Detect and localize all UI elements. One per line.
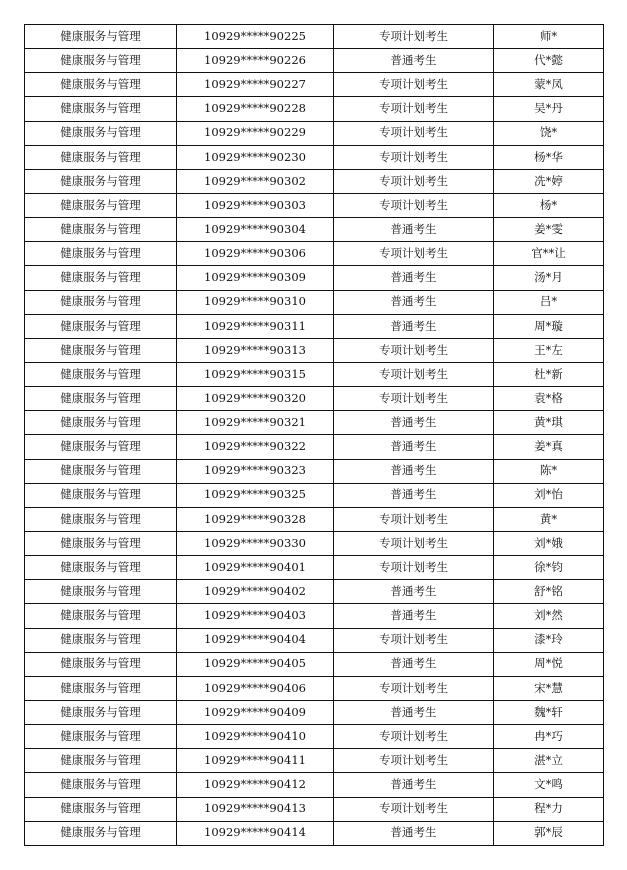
student-name-cell: 漆*玲 [494,628,604,652]
candidate-type-cell: 专项计划考生 [334,749,494,773]
candidate-id-cell: 10929*****90325 [177,483,334,507]
major-cell: 健康服务与管理 [25,338,177,362]
candidate-id-cell: 10929*****90225 [177,25,334,49]
major-cell: 健康服务与管理 [25,387,177,411]
table-row [25,314,604,338]
table-row [25,725,604,749]
major-cell: 健康服务与管理 [25,604,177,628]
table-row [25,507,604,531]
student-name-cell: 周*悦 [494,652,604,676]
student-name-cell: 魏*轩 [494,700,604,724]
student-name-cell: 黄* [494,507,604,531]
major-cell: 健康服务与管理 [25,676,177,700]
student-name-cell: 代*懿 [494,49,604,73]
candidate-type-cell: 专项计划考生 [334,97,494,121]
major-cell: 健康服务与管理 [25,580,177,604]
candidate-type-cell: 普通考生 [334,290,494,314]
major-cell: 健康服务与管理 [25,652,177,676]
table-row [25,580,604,604]
candidate-type-cell: 普通考生 [334,483,494,507]
candidate-id-cell: 10929*****90413 [177,797,334,821]
table-row [25,531,604,555]
major-cell: 健康服务与管理 [25,411,177,435]
candidate-id-cell: 10929*****90321 [177,411,334,435]
table-row [25,145,604,169]
student-name-cell: 刘*怡 [494,483,604,507]
student-name-cell: 陈* [494,459,604,483]
candidate-type-cell: 普通考生 [334,821,494,845]
major-cell: 健康服务与管理 [25,218,177,242]
candidate-id-cell: 10929*****90322 [177,435,334,459]
student-name-cell: 杜*新 [494,362,604,386]
candidate-type-cell: 专项计划考生 [334,531,494,555]
student-name-cell: 姜*雯 [494,218,604,242]
student-name-cell: 吕* [494,290,604,314]
candidate-id-cell: 10929*****90315 [177,362,334,386]
major-cell: 健康服务与管理 [25,700,177,724]
table-row [25,700,604,724]
student-name-cell: 官**让 [494,242,604,266]
candidate-type-cell: 专项计划考生 [334,725,494,749]
candidate-type-cell: 专项计划考生 [334,628,494,652]
table-row [25,628,604,652]
candidate-id-cell: 10929*****90310 [177,290,334,314]
candidate-type-cell: 普通考生 [334,652,494,676]
major-cell: 健康服务与管理 [25,556,177,580]
table-row [25,73,604,97]
table-row [25,193,604,217]
candidate-type-cell: 专项计划考生 [334,387,494,411]
student-name-cell: 刘*然 [494,604,604,628]
student-name-cell: 杨*华 [494,145,604,169]
candidate-id-cell: 10929*****90328 [177,507,334,531]
candidate-type-cell: 普通考生 [334,773,494,797]
table-row [25,749,604,773]
table-row [25,459,604,483]
major-cell: 健康服务与管理 [25,97,177,121]
student-name-cell: 文*鸣 [494,773,604,797]
major-cell: 健康服务与管理 [25,459,177,483]
table-row [25,387,604,411]
candidate-type-cell: 专项计划考生 [334,25,494,49]
candidate-id-cell: 10929*****90229 [177,121,334,145]
major-cell: 健康服务与管理 [25,483,177,507]
student-name-cell: 刘*娥 [494,531,604,555]
candidate-type-cell: 普通考生 [334,700,494,724]
student-name-cell: 袁*格 [494,387,604,411]
candidate-id-cell: 10929*****90227 [177,73,334,97]
candidate-id-cell: 10929*****90323 [177,459,334,483]
table-row [25,121,604,145]
table-row [25,218,604,242]
candidate-id-cell: 10929*****90412 [177,773,334,797]
candidate-type-cell: 专项计划考生 [334,556,494,580]
student-name-cell: 舒*铭 [494,580,604,604]
table-row [25,556,604,580]
table-row [25,676,604,700]
table-row [25,483,604,507]
candidate-type-cell: 专项计划考生 [334,507,494,531]
candidate-type-cell: 专项计划考生 [334,242,494,266]
table-row [25,49,604,73]
student-name-cell: 汤*月 [494,266,604,290]
table-row [25,821,604,845]
student-name-cell: 杨* [494,193,604,217]
student-name-cell: 黄*琪 [494,411,604,435]
candidate-type-cell: 普通考生 [334,314,494,338]
candidate-type-cell: 专项计划考生 [334,338,494,362]
candidate-type-cell: 专项计划考生 [334,676,494,700]
major-cell: 健康服务与管理 [25,821,177,845]
candidate-id-cell: 10929*****90405 [177,652,334,676]
candidate-type-cell: 专项计划考生 [334,121,494,145]
candidate-id-cell: 10929*****90228 [177,97,334,121]
major-cell: 健康服务与管理 [25,797,177,821]
candidate-type-cell: 专项计划考生 [334,169,494,193]
student-name-cell: 周*璇 [494,314,604,338]
major-cell: 健康服务与管理 [25,531,177,555]
student-name-cell: 徐*钧 [494,556,604,580]
candidate-id-cell: 10929*****90410 [177,725,334,749]
student-name-cell: 蒙*凤 [494,73,604,97]
student-name-cell: 师* [494,25,604,49]
candidate-type-cell: 专项计划考生 [334,193,494,217]
table-row [25,435,604,459]
table-row [25,338,604,362]
candidate-id-cell: 10929*****90226 [177,49,334,73]
candidate-id-cell: 10929*****90330 [177,531,334,555]
student-name-cell: 姜*真 [494,435,604,459]
major-cell: 健康服务与管理 [25,749,177,773]
candidate-id-cell: 10929*****90404 [177,628,334,652]
table-row [25,604,604,628]
table-row [25,652,604,676]
candidate-id-cell: 10929*****90306 [177,242,334,266]
candidate-id-cell: 10929*****90406 [177,676,334,700]
candidate-id-cell: 10929*****90403 [177,604,334,628]
student-name-cell: 程*力 [494,797,604,821]
candidate-id-cell: 10929*****90414 [177,821,334,845]
major-cell: 健康服务与管理 [25,25,177,49]
candidate-type-cell: 普通考生 [334,411,494,435]
table-row [25,797,604,821]
candidate-type-cell: 普通考生 [334,218,494,242]
table-row [25,290,604,314]
candidate-type-cell: 普通考生 [334,435,494,459]
candidate-type-cell: 普通考生 [334,266,494,290]
table-row [25,97,604,121]
major-cell: 健康服务与管理 [25,507,177,531]
candidate-id-cell: 10929*****90230 [177,145,334,169]
student-name-cell: 王*左 [494,338,604,362]
table-row [25,242,604,266]
major-cell: 健康服务与管理 [25,73,177,97]
candidate-id-cell: 10929*****90304 [177,218,334,242]
candidate-id-cell: 10929*****90401 [177,556,334,580]
candidate-type-cell: 普通考生 [334,459,494,483]
candidate-type-cell: 专项计划考生 [334,362,494,386]
major-cell: 健康服务与管理 [25,193,177,217]
major-cell: 健康服务与管理 [25,314,177,338]
candidate-id-cell: 10929*****90409 [177,700,334,724]
student-name-cell: 冼*婷 [494,169,604,193]
candidate-id-cell: 10929*****90313 [177,338,334,362]
major-cell: 健康服务与管理 [25,169,177,193]
roster-body [25,25,604,846]
table-row [25,25,604,49]
major-cell: 健康服务与管理 [25,725,177,749]
student-name-cell: 湛*立 [494,749,604,773]
candidate-id-cell: 10929*****90303 [177,193,334,217]
candidate-id-cell: 10929*****90302 [177,169,334,193]
candidate-id-cell: 10929*****90309 [177,266,334,290]
candidate-type-cell: 专项计划考生 [334,797,494,821]
table-row [25,266,604,290]
table-row [25,411,604,435]
student-name-cell: 吴*丹 [494,97,604,121]
admission-roster-table [24,24,604,846]
candidate-type-cell: 普通考生 [334,580,494,604]
major-cell: 健康服务与管理 [25,49,177,73]
candidate-id-cell: 10929*****90311 [177,314,334,338]
major-cell: 健康服务与管理 [25,773,177,797]
student-name-cell: 宋*慧 [494,676,604,700]
major-cell: 健康服务与管理 [25,145,177,169]
major-cell: 健康服务与管理 [25,290,177,314]
candidate-type-cell: 普通考生 [334,604,494,628]
table-row [25,773,604,797]
major-cell: 健康服务与管理 [25,628,177,652]
table-row [25,169,604,193]
table-row [25,362,604,386]
candidate-id-cell: 10929*****90320 [177,387,334,411]
major-cell: 健康服务与管理 [25,266,177,290]
candidate-type-cell: 普通考生 [334,49,494,73]
major-cell: 健康服务与管理 [25,435,177,459]
student-name-cell: 饶* [494,121,604,145]
candidate-id-cell: 10929*****90411 [177,749,334,773]
student-name-cell: 郭*辰 [494,821,604,845]
candidate-type-cell: 专项计划考生 [334,73,494,97]
student-name-cell: 冉*巧 [494,725,604,749]
candidate-id-cell: 10929*****90402 [177,580,334,604]
major-cell: 健康服务与管理 [25,121,177,145]
major-cell: 健康服务与管理 [25,362,177,386]
candidate-type-cell: 专项计划考生 [334,145,494,169]
major-cell: 健康服务与管理 [25,242,177,266]
